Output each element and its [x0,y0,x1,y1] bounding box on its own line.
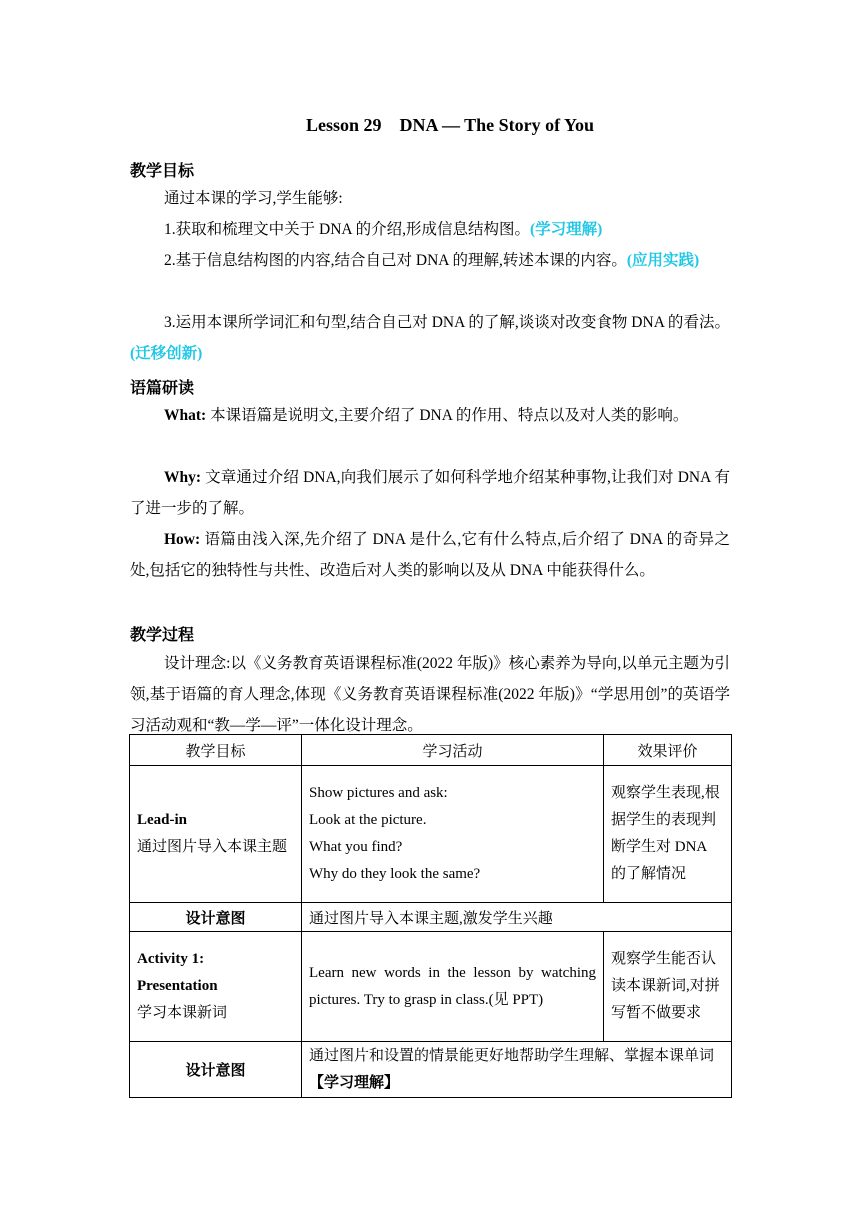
table-header-row [130,735,732,766]
intent2-label: 设计意图 [130,1042,302,1098]
why-label: Why: [164,469,202,486]
row2-activity: Learn new words in the lesson by watching pictures. Try to grasp in class.(见 PPT) [302,932,604,1042]
row1-goal [130,766,302,903]
goal-2 [130,245,730,276]
goal-2-tag: (应用实践) [626,252,700,269]
goals-intro: 通过本课的学习,学生能够: [164,190,343,207]
lesson-plan-table [129,734,732,1098]
how-label: How: [164,531,201,548]
goal-3-tag: (迁移创新) [130,345,203,362]
row1-activity [302,766,604,903]
header-teaching-goal: 教学目标 [130,735,302,766]
lesson-title: Lesson 29 DNA — The Story of You [305,115,595,135]
row2-goal [130,932,302,1042]
why-text: 文章通过介绍 DNA,向我们展示了如何科学地介绍某种事物,让我们对 DNA 有了进一步的了解。 [130,469,730,517]
row1-activity-line: Look at the picture. [309,812,427,828]
design-concept: 设计理念:以《义务教育英语课程标准(2022 年版)》核心素养为导向,以单元主题为引领,基于语篇的育人理念,体现《义务教育英语课程标准(2022 年版)》“学思用创”的英语学习活动观和“教—学—评”一体化设计理念。 [130,655,730,734]
section-heading-teaching-process: 教学过程 [130,625,195,644]
intent2-tag: 【学习理解】 [309,1074,400,1091]
goal-1-text: 1.获取和梳理文中关于 DNA 的介绍,形成信息结构图。 [164,221,530,238]
row1-goal-bold: Lead-in [137,812,188,828]
how-text: 语篇由浅入深,先介绍了 DNA 是什么,它有什么特点,后介绍了 DNA 的奇异之处,包括它的独特性与共性、改造后对人类的影响以及从 DNA 中能获得什么。 [130,531,730,579]
what-text: 本课语篇是说明文,主要介绍了 DNA 的作用、特点以及对人类的影响。 [206,407,689,424]
goal-1-tag: (学习理解) [529,221,603,238]
goal-3 [130,307,730,369]
intent2-text: 通过图片和设置的情景能更好地帮助学生理解、掌握本课单词 [309,1047,715,1064]
header-learning-activity: 学习活动 [302,735,604,766]
row1-activity-line: Show pictures and ask: [309,785,448,801]
why-paragraph [130,462,730,524]
row2-evaluation: 观察学生能否认读本课新词,对拼写暂不做要求 [604,932,732,1042]
intent1-text: 通过图片导入本课主题,激发学生兴趣 [302,903,732,932]
row2-goal-text: 学习本课新词 [137,1005,228,1021]
row2-goal-bold-2: Presentation [137,978,218,994]
section-heading-text-analysis: 语篇研读 [130,378,195,397]
goal-3-text: 3.运用本课所学词汇和句型,结合自己对 DNA 的了解,谈谈对改变食物 DNA 的看法。 [164,314,730,331]
table-row [130,1042,732,1098]
row1-evaluation: 观察学生表现,根据学生的表现判断学生对 DNA 的了解情况 [604,766,732,903]
what-label: What: [164,407,207,424]
table-row [130,766,732,903]
row1-goal-text: 通过图片导入本课主题 [137,839,288,855]
goal-1 [130,214,730,245]
row2-goal-bold-1: Activity 1: [137,951,205,967]
table-row [130,903,732,932]
header-evaluation: 效果评价 [604,735,732,766]
intent2-cell [302,1042,732,1098]
how-paragraph [130,524,730,586]
row1-activity-line: Why do they look the same? [309,866,481,882]
row1-activity-line: What you find? [309,839,403,855]
what-paragraph [130,400,730,431]
goal-2-text: 2.基于信息结构图的内容,结合自己对 DNA 的理解,转述本课的内容。 [164,252,627,269]
intent1-label: 设计意图 [130,903,302,932]
section-heading-teaching-goals: 教学目标 [130,161,195,180]
table-row [130,932,732,1042]
